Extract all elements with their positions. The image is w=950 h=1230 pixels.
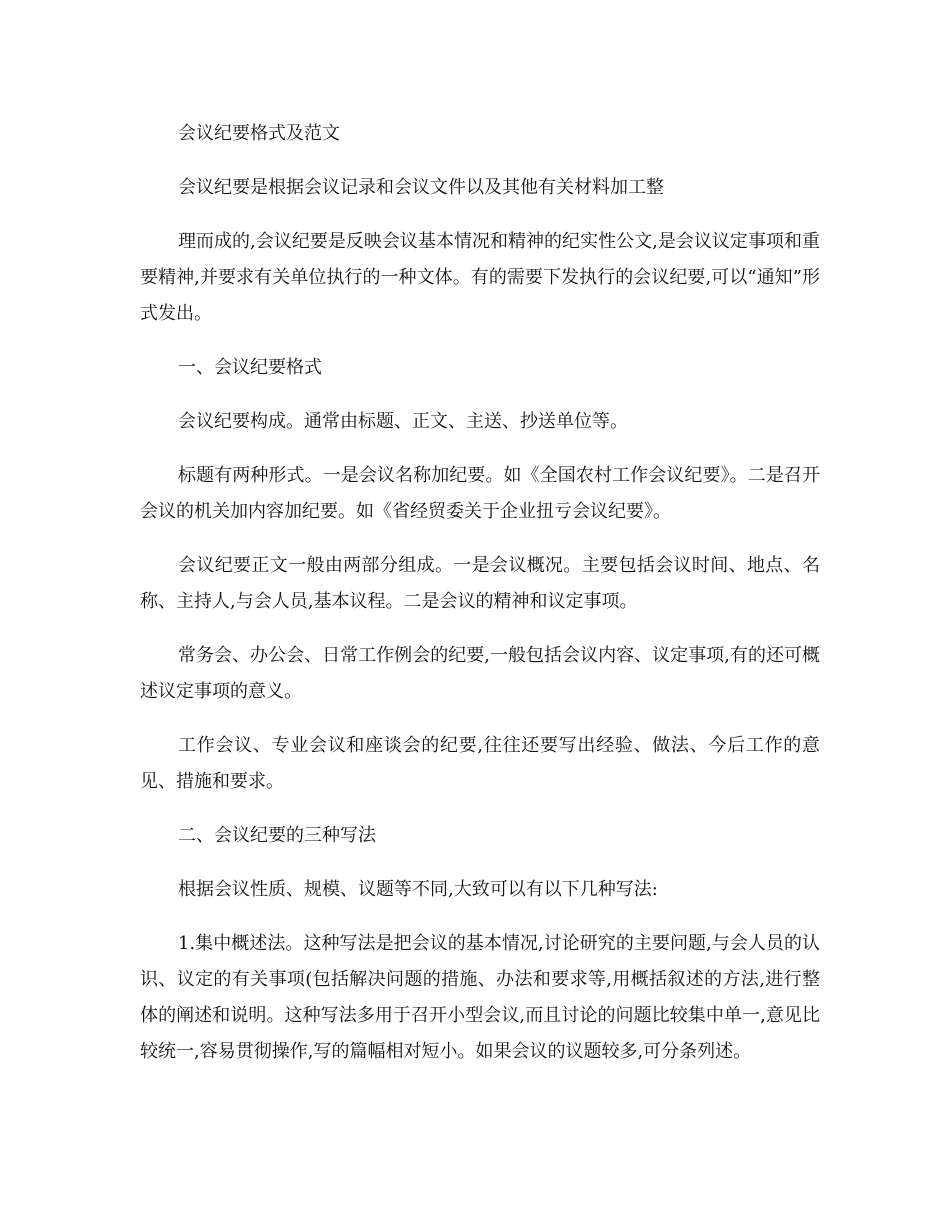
- paragraph-body-parts: 会议纪要正文一般由两部分组成。一是会议概况。主要包括会议时间、地点、名称、主持人,与会人员,基本议程。二是会议的精神和议定事项。: [140, 555, 820, 612]
- paragraph-methods-intro: 根据会议性质、规模、议题等不同,大致可以有以下几种写法:: [178, 879, 658, 900]
- paragraph-intro-body: 理而成的,会议纪要是反映会议基本情况和精神的纪实性公文,是会议议定事项和重要精神,并要求有关单位执行的一种文体。有的需要下发执行的会议纪要,可以“通知”形式发出。: [140, 231, 821, 324]
- paragraph-title-forms: 标题有两种形式。一是会议名称加纪要。如《全国农村工作会议纪要》。二是召开会议的机关加内容加纪要。如《省经贸委关于企业扭亏会议纪要》。: [140, 465, 820, 522]
- document-body: [140, 116, 820, 1088]
- paragraph-work-meetings: 工作会议、专业会议和座谈会的纪要,往往还要写出经验、做法、今后工作的意见、措施和要求。: [140, 735, 820, 792]
- paragraph-composition: 会议纪要构成。通常由标题、正文、主送、抄送单位等。: [178, 411, 628, 432]
- paragraph-method-1: 1.集中概述法。这种写法是把会议的基本情况,讨论研究的主要问题,与会人员的认识、议定的有关事项(包括解决问题的措施、办法和要求等,用概括叙述的方法,进行整体的阐述和说明。这种写法多用于召开小型会议,而且讨论的问题比较集中单一,意见比较统一,容易贯彻操作,写的篇幅相对短小。如果会议的议题较多,可分条列述。: [140, 933, 820, 1062]
- paragraph-routine-meetings: 常务会、办公会、日常工作例会的纪要,一般包括会议内容、议定事项,有的还可概述议定事项的意义。: [140, 645, 820, 702]
- section-heading-methods: 二、会议纪要的三种写法: [178, 825, 376, 846]
- section-heading-format: 一、会议纪要格式: [178, 357, 322, 378]
- document-title: 会议纪要格式及范文: [178, 123, 340, 144]
- paragraph-intro-line: 会议纪要是根据会议记录和会议文件以及其他有关材料加工整: [178, 177, 664, 198]
